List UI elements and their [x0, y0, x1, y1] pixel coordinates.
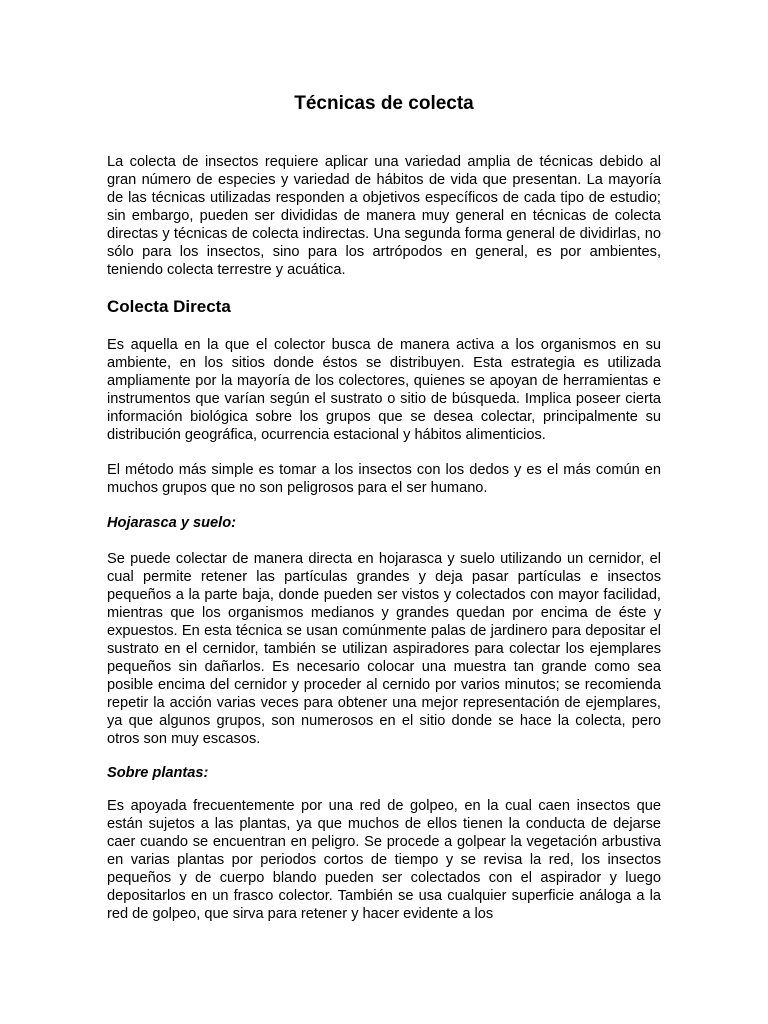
section-heading-colecta-directa: Colecta Directa [107, 297, 231, 316]
colecta-directa-paragraph-2: El método más simple es tomar a los insectos con los dedos y es el más común en muchos grupos que no son peligrosos para el ser humano. [107, 462, 661, 496]
subsection-heading-hojarasca: Hojarasca y suelo: [107, 515, 236, 531]
hojarasca-paragraph: Se puede colectar de manera directa en hojarasca y suelo utilizando un cernidor, el cual permite retener las partículas grandes y deja pasar partículas e insectos pequeños a la parte baja, donde pueden ser vistos y colectados con mayor facilidad, mientras que los organismos medianos y grandes quedan por encima de éste y expuestos. En esta técnica se usan comúnmente palas de jardinero para depositar el sustrato en el cernidor, también se utilizan aspiradores para colectar los ejemplares pequeños sin dañarlos. Es necesario colocar una muestra tan grande como sea posible encima del cernidor y proceder al cernido por varios minutos; se recomienda repetir la acción varias veces para obtener una mejor representación de ejemplares, ya que algunos grupos, son numerosos en el sitio donde se hace la colecta, pero otros son muy escasos. [107, 551, 661, 747]
intro-paragraph: La colecta de insectos requiere aplicar una variedad amplia de técnicas debido al gran número de especies y variedad de hábitos de vida que presentan. La mayoría de las técnicas utilizadas responden a objetivos específicos de cada tipo de estudio; sin embargo, pueden ser divididas de manera muy general en técnicas de colecta directas y técnicas de colecta indirectas. Una segunda forma general de dividirlas, no sólo para los insectos, sino para los artrópodos en general, es por ambientes, teniendo colecta terrestre y acuática. [107, 154, 661, 278]
document-title: Técnicas de colecta [294, 93, 474, 114]
colecta-directa-paragraph-1: Es aquella en la que el colector busca de manera activa a los organismos en su ambiente, en los sitios donde éstos se distribuyen. Esta estrategia es utilizada ampliamente por la mayoría de los colectores, quienes se apoyan de herramientas e instrumentos que varían según el sustrato o sitio de búsqueda. Implica poseer cierta información biológica sobre los grupos que se desea colectar, principalmente su distribución geográfica, ocurrencia estacional y hábitos alimenticios. [107, 337, 661, 443]
subsection-heading-sobre-plantas: Sobre plantas: [107, 765, 209, 781]
sobre-plantas-paragraph: Es apoyada frecuentemente por una red de golpeo, en la cual caen insectos que están sujetos a las plantas, ya que muchos de ellos tienen la conducta de dejarse caer cuando se encuentran en peligro. Se procede a golpear la vegetación arbustiva en varias plantas por periodos cortos de tiempo y se revisa la red, los insectos pequeños y de cuerpo blando pueden ser colectados con el aspirador y luego depositarlos en un frasco colector. También se usa cualquier superficie análoga a la red de golpeo, que sirva para retener y hacer evidente a los [107, 798, 661, 922]
